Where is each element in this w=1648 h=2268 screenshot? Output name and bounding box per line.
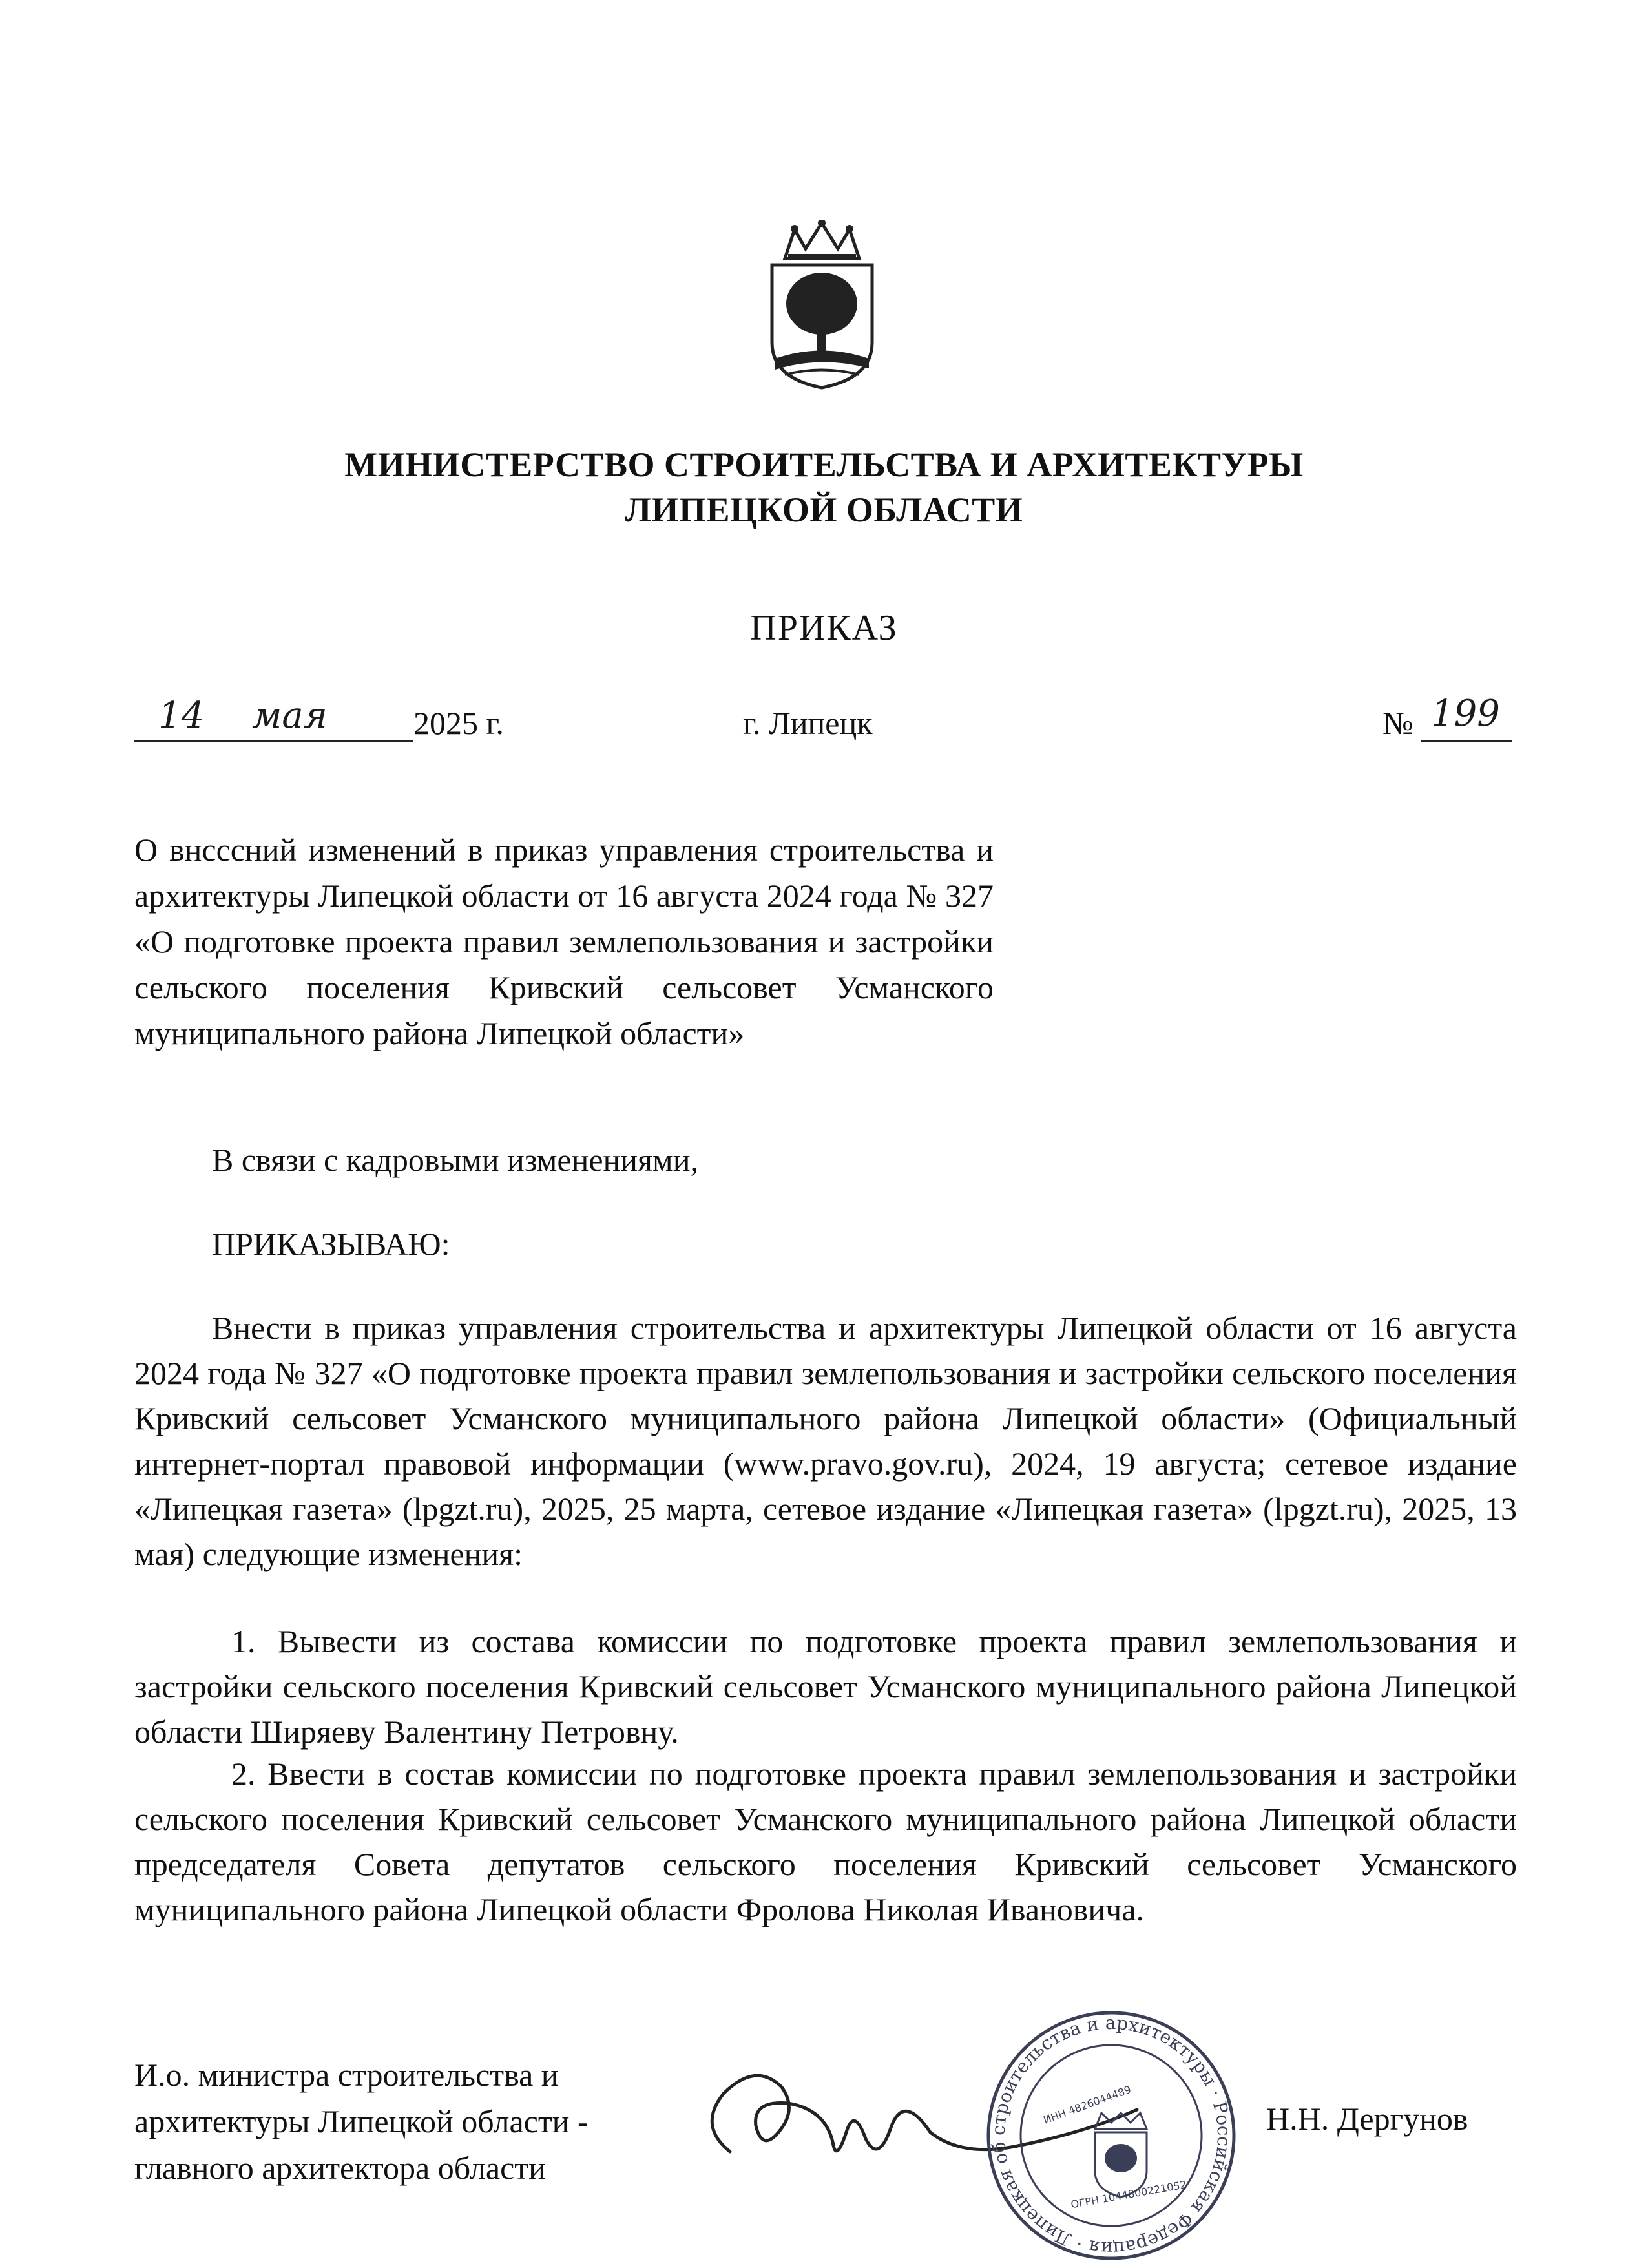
- preamble: В связи с кадровыми изменениями,: [212, 1142, 698, 1178]
- lipetsk-oblast-coat-of-arms-icon: [759, 220, 885, 391]
- order-subject: О внсссний изменений в приказ управления строительства и архитектуры Липецкой области от 16 августа 2024 года № 327 «О подготовке проекта правил землепользования и застройки сельского поселения Кривский сельсовет Усманского муниципального района Липецкой области»: [134, 832, 994, 1051]
- order-word: ПРИКАЗЫВАЮ:: [212, 1226, 450, 1262]
- signatory-title: [134, 2052, 589, 2191]
- ministry-name-line1: МИНИСТЕРСТВО СТРОИТЕЛЬСТВА И АРХИТЕКТУРЫ: [344, 445, 1304, 484]
- order-body-intro: Внести в приказ управления строительства и архитектуры Липецкой области от 16 августа 2024 года № 327 «О подготовке проекта правил землепользования и застройки сельского поселения Кривский сельсовет Усманского муниципального района Липецкой области» (Официальный интернет-портал правовой информации (www.pravo.gov.ru), 2024, 19 августа; сетевое издание «Липецкая газета» (lpgzt.ru), 2025, 25 марта, сетевое издание «Липецкая газета» (lpgzt.ru), 2025, 13 мая) следующие изменения:: [134, 1310, 1517, 1572]
- date-underline: [134, 740, 413, 742]
- order-item-2: 2. Ввести в состав комиссии по подготовке проекта правил землепользования и застройки сельского поселения Кривский сельсовет Усманского муниципального района Липецкой области председателя Совета депутатов сельского поселения Кривский сельсовет Усманского муниципального района Липецкой области Фролова Николая Ивановича.: [134, 1756, 1517, 1927]
- official-stamp: [982, 2006, 1240, 2265]
- date-year: 2025 г.: [413, 705, 504, 741]
- stamp-emblem-icon: [1095, 2113, 1147, 2197]
- place: г. Липецк: [743, 705, 873, 741]
- stamp-inn: ИНН 4826044489: [1041, 2083, 1133, 2126]
- ministry-name-line2: ЛИПЕЦКОЙ ОБЛАСТИ: [625, 490, 1023, 529]
- number-handwritten: 199: [1431, 693, 1500, 735]
- document-type: ПРИКАЗ: [750, 608, 898, 648]
- date-day-handwritten: 14: [158, 695, 205, 737]
- signatory-title-line: архитектуры Липецкой области -: [134, 2103, 589, 2139]
- signatory-title-line: главного архитектора области: [134, 2150, 546, 2186]
- stamp-ogrn: ОГРН 1044800221052: [1069, 2178, 1187, 2211]
- number-underline: [1421, 740, 1512, 742]
- stamp-outer-text: строительства и архитектуры · Российская Федерация · Липецкая об: [987, 2011, 1235, 2260]
- signatory-title-line: И.о. министра строительства и: [134, 2057, 559, 2093]
- number-prefix: №: [1382, 705, 1413, 741]
- order-item-1: 1. Вывести из состава комиссии по подготовке проекта правил землепользования и застройки сельского поселения Кривский сельсовет Усманского муниципального района Липецкой области Ширяеву Валентину Петровну.: [134, 1623, 1517, 1750]
- date-month-handwritten: мая: [252, 695, 328, 737]
- signatory-name: Н.Н. Дергунов: [1266, 2101, 1468, 2137]
- coat-of-arms-emblem: [759, 220, 885, 391]
